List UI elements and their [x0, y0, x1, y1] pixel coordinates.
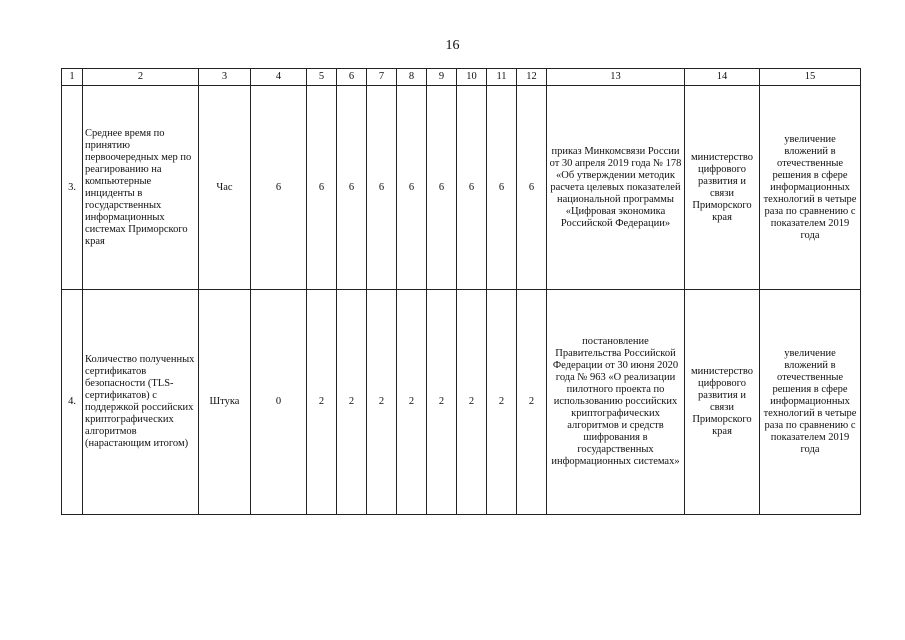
column-header: 14 — [685, 69, 760, 86]
column-header: 10 — [457, 69, 487, 86]
indicator-value: 6 — [457, 86, 487, 290]
indicator-value: 6 — [367, 86, 397, 290]
column-header: 5 — [307, 69, 337, 86]
column-header: 15 — [760, 69, 861, 86]
indicator-value: 2 — [307, 290, 337, 515]
table-row — [62, 290, 861, 515]
row-number: 4. — [62, 290, 83, 515]
indicator-value: 0 — [251, 290, 307, 515]
unit-of-measure: Штука — [199, 290, 251, 515]
column-header: 1 — [62, 69, 83, 86]
indicator-value: 6 — [427, 86, 457, 290]
indicator-value: 6 — [307, 86, 337, 290]
column-header: 3 — [199, 69, 251, 86]
column-header: 2 — [83, 69, 199, 86]
column-header: 6 — [337, 69, 367, 86]
column-header: 11 — [487, 69, 517, 86]
table-header-row — [62, 69, 861, 86]
column-header: 12 — [517, 69, 547, 86]
column-header: 9 — [427, 69, 457, 86]
indicator-value: 2 — [487, 290, 517, 515]
indicator-name: Среднее время по принятию первоочередных мер по реагированию на компьютерные инциденты в государственных информационных системах Приморского края — [83, 86, 199, 290]
indicator-value: 2 — [427, 290, 457, 515]
indicator-value: 2 — [337, 290, 367, 515]
expected-effect: увеличение вложений в отечественные решения в сфере информационных технологий в четыре раза по сравнению с показателем 2019 года — [760, 290, 861, 515]
indicator-value: 6 — [487, 86, 517, 290]
row-number: 3. — [62, 86, 83, 290]
expected-effect: увеличение вложений в отечественные решения в сфере информационных технологий в четыре раза по сравнению с показателем 2019 года — [760, 86, 861, 290]
source-document: приказ Минкомсвязи России от 30 апреля 2019 года № 178 «Об утверждении методик расчета целевых показателей национальной программы «Цифровая экономика Российской Федерации» — [547, 86, 685, 290]
indicator-value: 6 — [251, 86, 307, 290]
column-header: 4 — [251, 69, 307, 86]
responsible-body: министерство цифрового развития и связи Приморского края — [685, 290, 760, 515]
table-row — [62, 86, 861, 290]
indicator-value: 2 — [367, 290, 397, 515]
page-number: 16 — [445, 38, 460, 53]
indicator-value: 6 — [397, 86, 427, 290]
indicator-name: Количество полученных сертификатов безопасности (TLS-сертификатов) с поддержкой российских криптографических алгоритмов (нарастающим итогом) — [83, 290, 199, 515]
indicator-value: 6 — [517, 86, 547, 290]
responsible-body: министерство цифрового развития и связи Приморского края — [685, 86, 760, 290]
indicator-value: 2 — [457, 290, 487, 515]
indicator-value: 2 — [397, 290, 427, 515]
source-document: постановление Правительства Российской Федерации от 30 июня 2020 года № 963 «О реализации пилотного проекта по использованию российских криптографических алгоритмов и средств шифрования в государственных информационных системах» — [547, 290, 685, 515]
indicator-value: 6 — [337, 86, 367, 290]
indicator-value: 2 — [517, 290, 547, 515]
unit-of-measure: Час — [199, 86, 251, 290]
column-header: 7 — [367, 69, 397, 86]
column-header: 8 — [397, 69, 427, 86]
indicators-table — [61, 68, 861, 515]
column-header: 13 — [547, 69, 685, 86]
